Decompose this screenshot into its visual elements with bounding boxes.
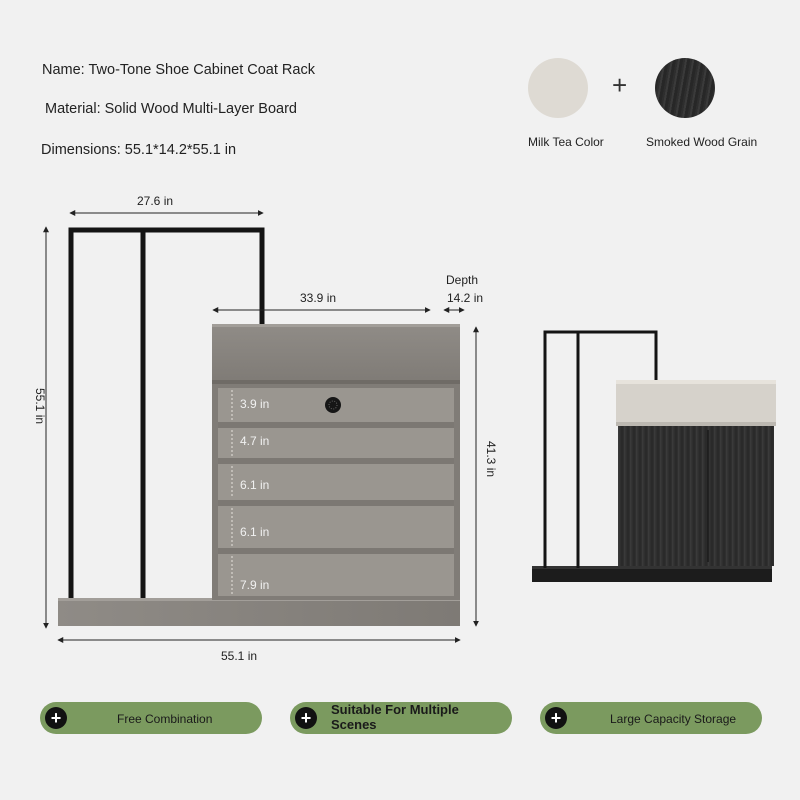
feature-free-combination (40, 702, 262, 734)
feature-label: Suitable For Multiple Scenes (331, 702, 459, 732)
product-material: Material: Solid Wood Multi-Layer Board (45, 101, 297, 117)
cabinet-width-label: 33.9 in (300, 291, 337, 305)
milk-tea-color-label: Milk Tea Color (528, 135, 604, 149)
base-plate (58, 598, 460, 626)
product-dimensions: Dimensions: 55.1*14.2*55.1 in (41, 142, 237, 158)
total-width-label: 55.1 in (221, 649, 258, 663)
feature-label: Large Capacity Storage (610, 712, 737, 726)
feature-large-capacity (540, 702, 762, 734)
smart-sensor-icon (325, 397, 341, 413)
product-name: Name: Two-Tone Shoe Cabinet Coat Rack (42, 62, 315, 78)
shelf-height-4: 6.1 in (240, 525, 270, 539)
plus-icon: + (612, 70, 628, 100)
plus-icon: + (295, 707, 317, 729)
smoked-wood-grain-label: Smoked Wood Grain (646, 135, 758, 149)
total-height-label: 55.1 in (33, 388, 47, 425)
shelf-height-3: 6.1 in (240, 478, 270, 492)
plus-icon: + (545, 707, 567, 729)
plus-icon: + (45, 707, 67, 729)
shelf-height-5: 7.9 in (240, 578, 270, 592)
shelf-height-2: 4.7 in (240, 434, 270, 448)
feature-multiple-scenes (290, 702, 512, 734)
coat-rack-width-label: 27.6 in (137, 194, 174, 208)
depth-title-label: Depth (446, 273, 479, 287)
shelf-height-1: 3.9 in (240, 397, 270, 411)
shoe-cabinet (212, 324, 460, 600)
depth-value-label: 14.2 in (447, 291, 484, 305)
feature-label: Free Combination (117, 712, 213, 726)
cabinet-height-label: 41.3 in (484, 441, 498, 478)
smoked-wood-product-image (532, 332, 776, 582)
